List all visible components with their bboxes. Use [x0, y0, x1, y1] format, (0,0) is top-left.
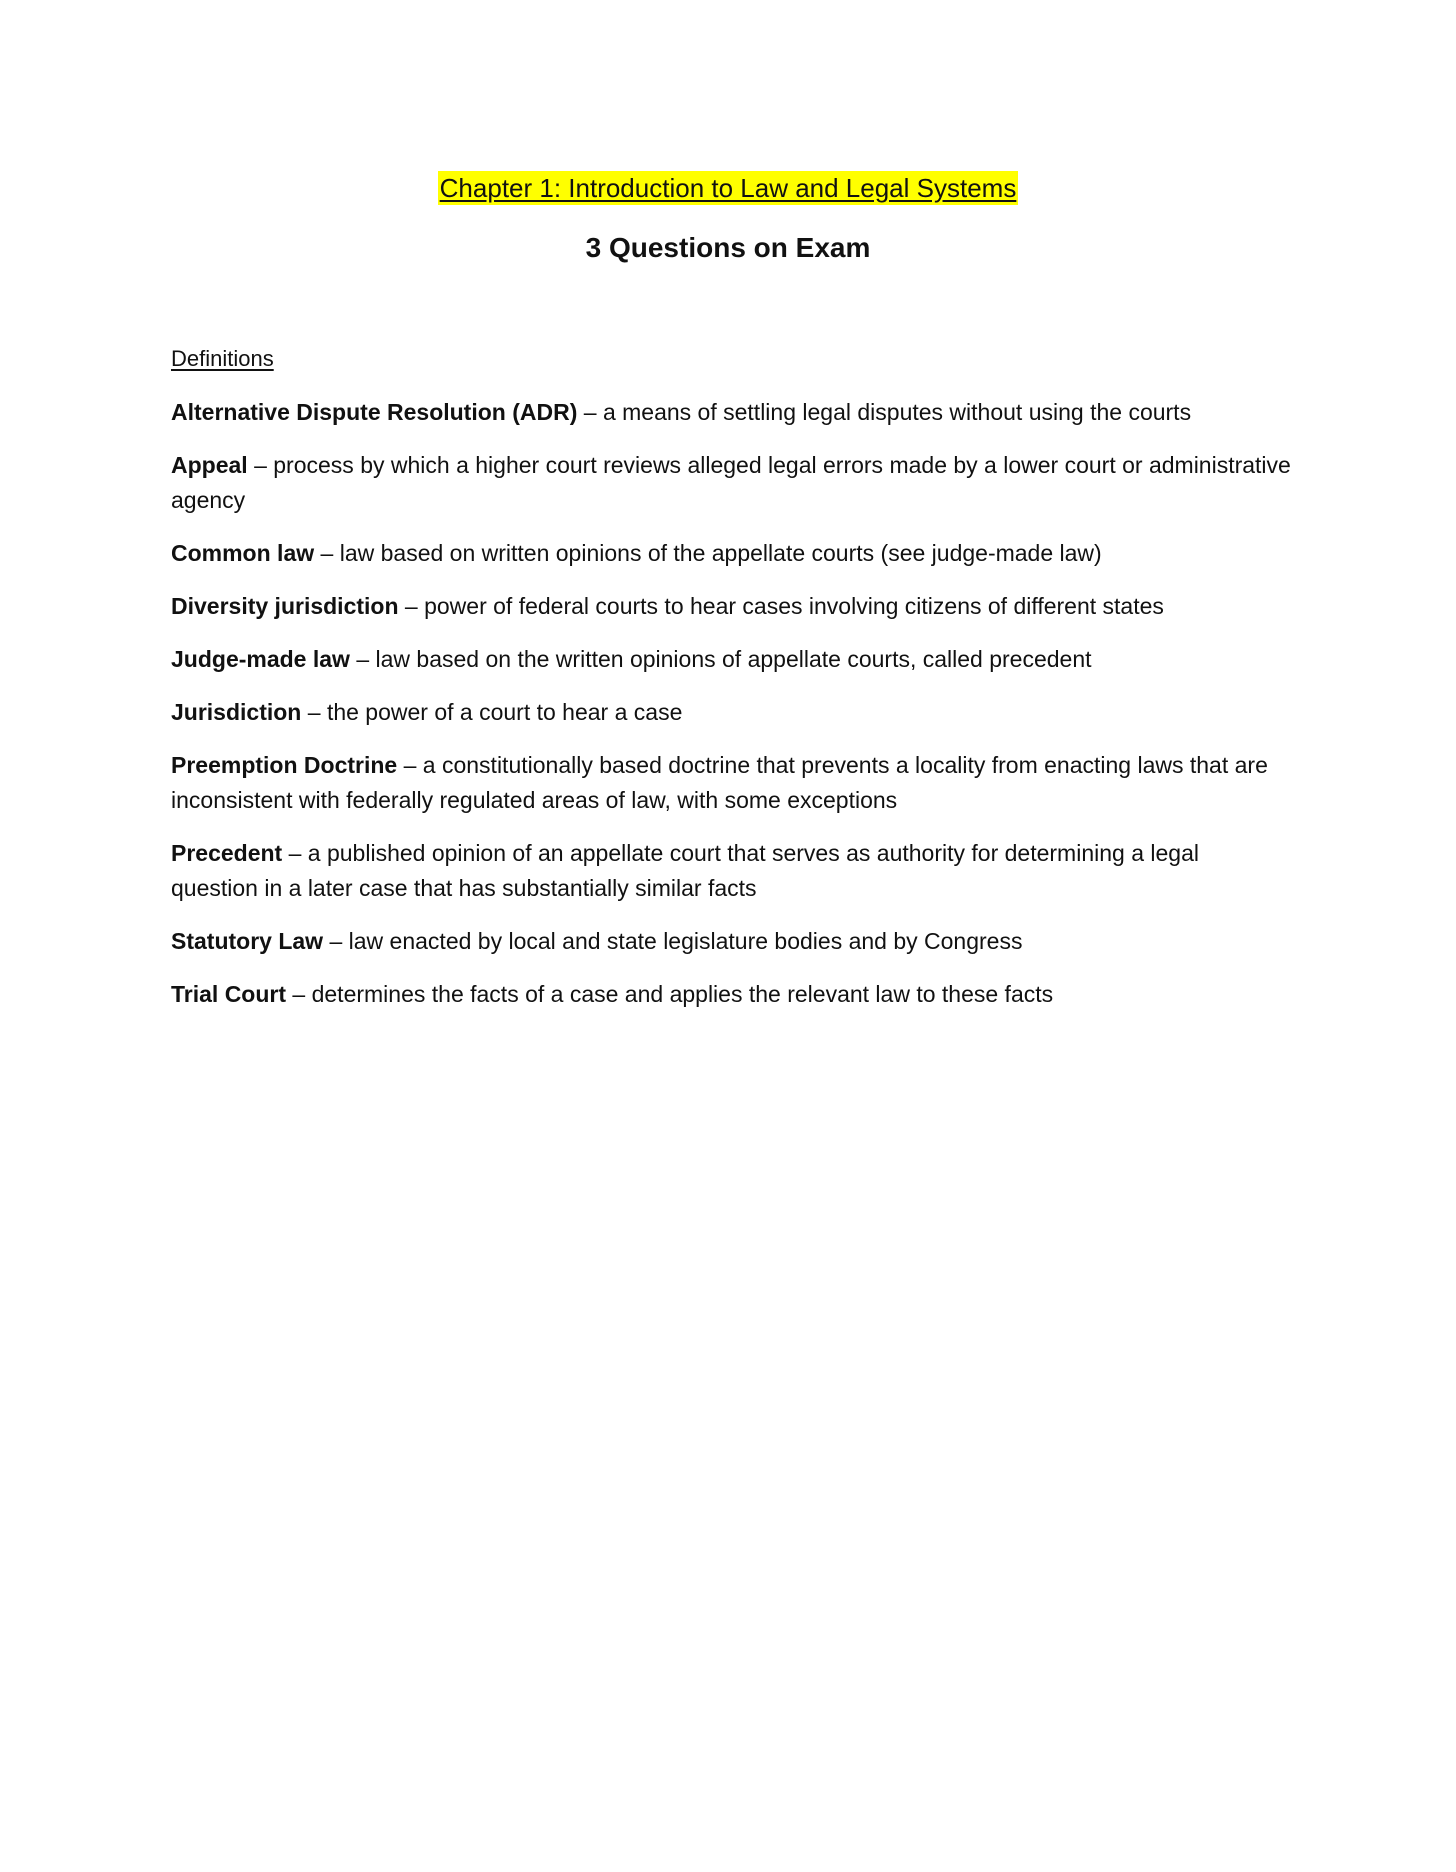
page-subtitle: 3 Questions on Exam [585, 232, 871, 263]
definition-item [171, 695, 1291, 730]
definition-separator: – [301, 699, 327, 725]
section-label: Definitions [171, 346, 274, 371]
definition-separator: – [398, 593, 425, 619]
definition-term: Common law [171, 540, 315, 566]
definition-separator: – [397, 752, 423, 778]
definition-text: law enacted by local and state legislature bodies and by Congress [348, 928, 1023, 954]
definition-separator: – [314, 540, 340, 566]
definition-term: Jurisdiction [171, 699, 302, 725]
definition-item [171, 924, 1291, 959]
definition-item [171, 642, 1291, 677]
definition-term: Diversity jurisdiction [171, 593, 399, 619]
definition-term: Statutory Law [171, 928, 324, 954]
definition-separator: – [282, 840, 308, 866]
definition-item [171, 748, 1291, 818]
definition-term: Alternative Dispute Resolution (ADR) [171, 399, 578, 425]
definition-term: Preemption Doctrine [171, 752, 398, 778]
title-container [0, 171, 1456, 205]
definition-text: law based on written opinions of the appellate courts (see judge-made law) [339, 540, 1102, 566]
definition-item [171, 836, 1291, 906]
definition-separator: – [349, 646, 376, 672]
definition-item [171, 589, 1291, 624]
definition-text: the power of a court to hear a case [326, 699, 683, 725]
definition-text: a published opinion of an appellate court that serves as authority for determining a legal question in a later case that has substantially similar facts [171, 840, 1199, 901]
definition-text: law based on the written opinions of appellate courts, called precedent [375, 646, 1092, 672]
definition-text: a constitutionally based doctrine that prevents a locality from enacting laws that are inconsistent with federally regulated areas of law, with some exceptions [171, 752, 1268, 813]
definition-text: a means of settling legal disputes without using the courts [602, 399, 1192, 425]
definition-text: determines the facts of a case and applies the relevant law to these facts [311, 981, 1054, 1007]
definition-text: power of federal courts to hear cases involving citizens of different states [424, 593, 1164, 619]
definition-item [171, 977, 1291, 1012]
definition-term: Appeal [171, 452, 248, 478]
definition-term: Trial Court [171, 981, 287, 1007]
definitions-list [171, 395, 1291, 1030]
definition-item [171, 448, 1291, 518]
definition-term: Precedent [171, 840, 283, 866]
definition-item [171, 536, 1291, 571]
definition-separator: – [247, 452, 274, 478]
page-title: Chapter 1: Introduction to Law and Legal Systems [439, 173, 1017, 203]
definition-term: Judge-made law [171, 646, 350, 672]
definition-separator: – [286, 981, 312, 1007]
definition-separator: – [577, 399, 603, 425]
definition-separator: – [323, 928, 349, 954]
definition-item [171, 395, 1291, 430]
definition-text: process by which a higher court reviews alleged legal errors made by a lower court or administrative agency [171, 452, 1291, 513]
